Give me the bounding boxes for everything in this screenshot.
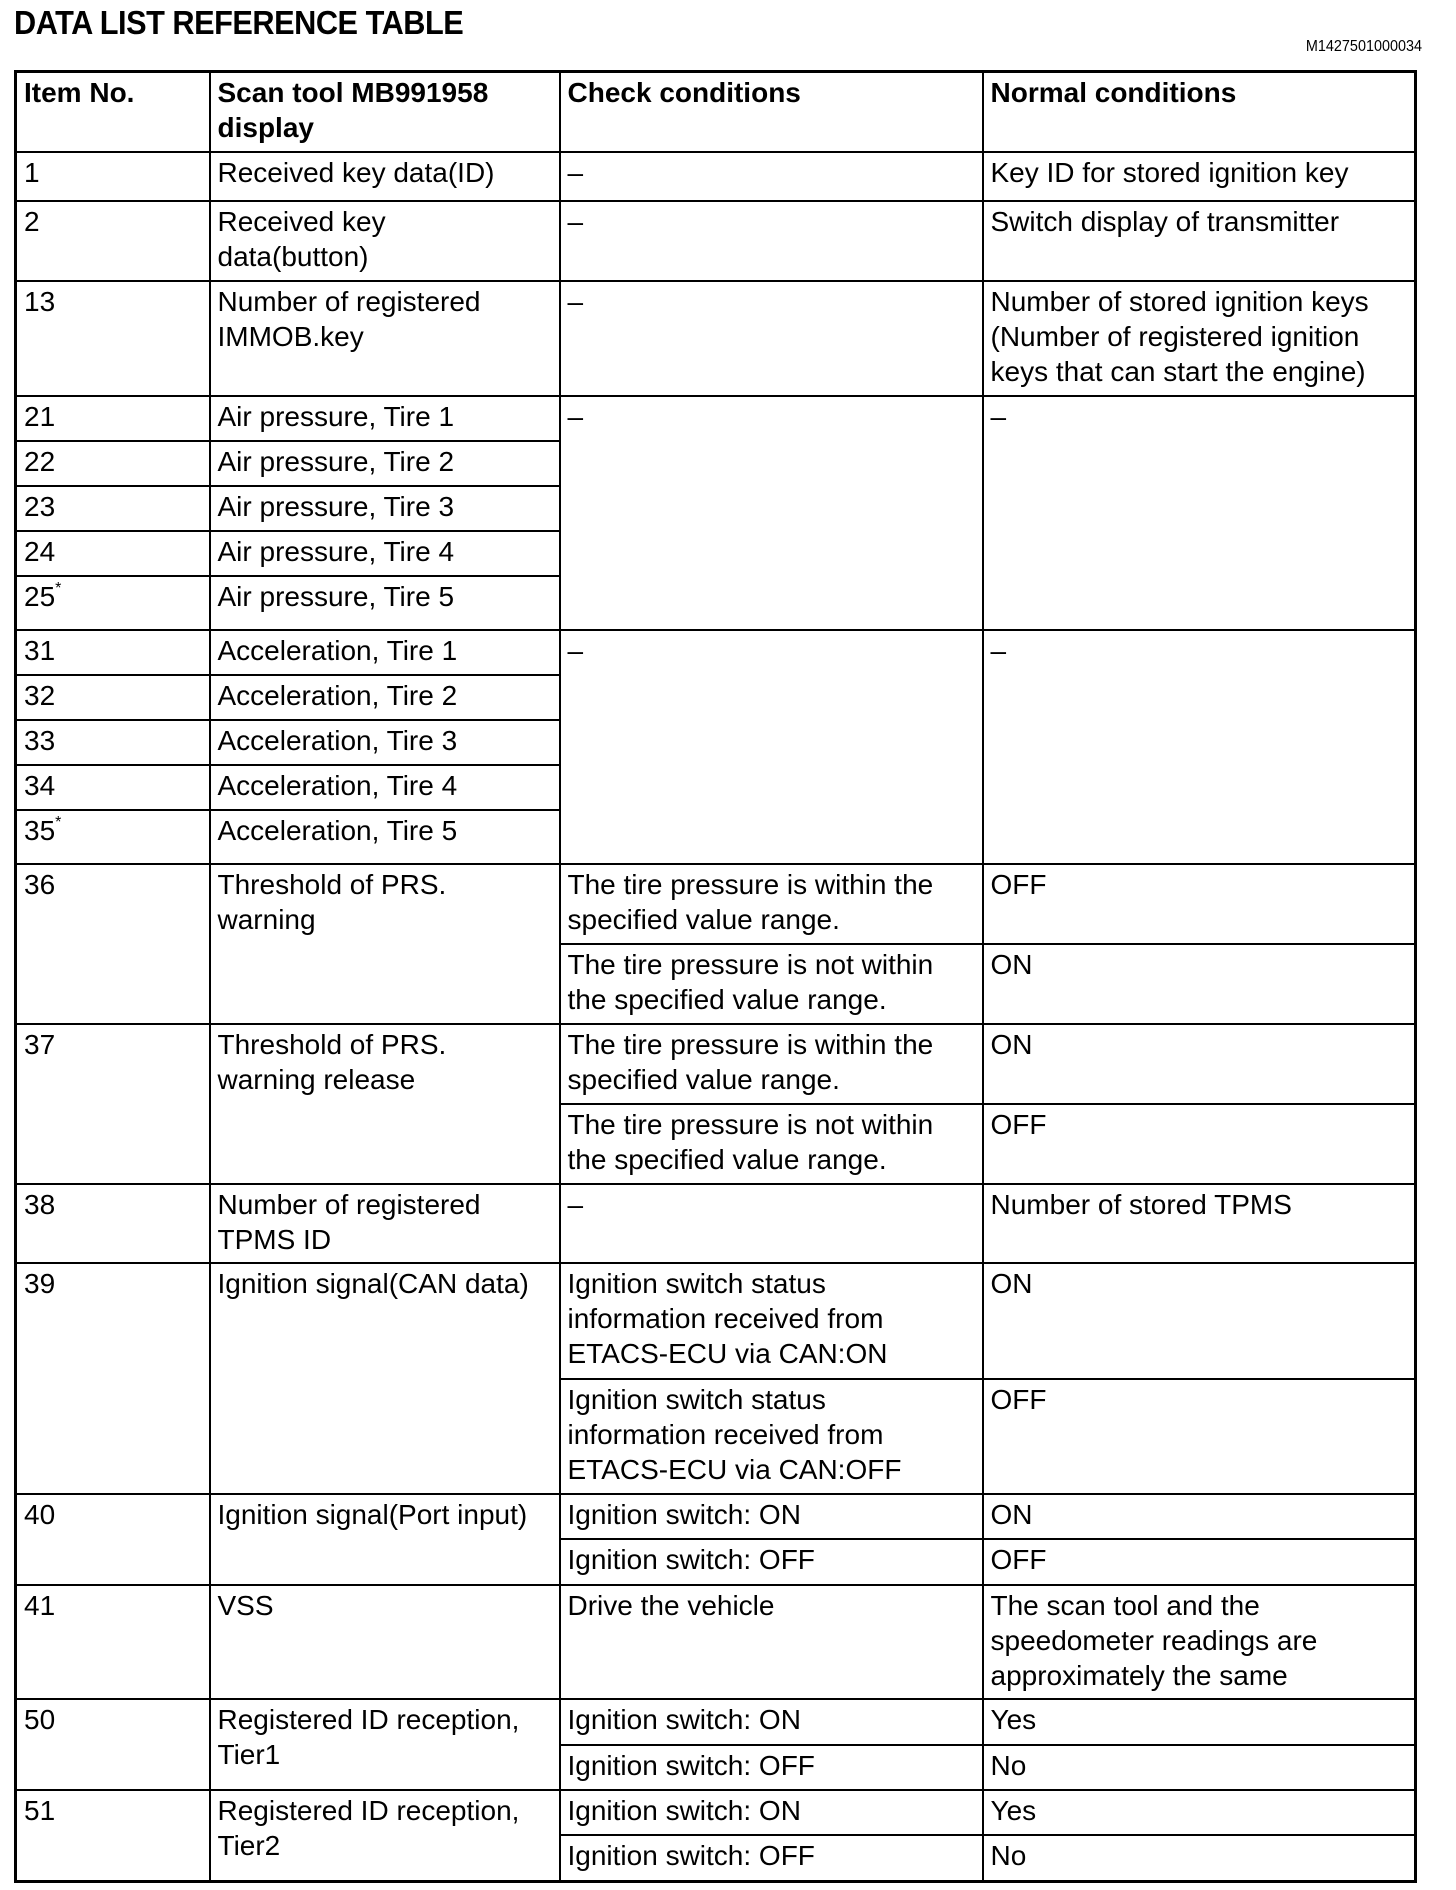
table-row [16,630,1416,675]
item-no: 2 [16,201,210,281]
footnote-mark: * [55,814,62,831]
check-condition: – [560,396,983,630]
item-no: 40 [16,1494,210,1585]
item-no: 22 [16,441,210,486]
item-no: 33 [16,720,210,765]
table-row [16,1790,1416,1835]
display-name: Air pressure, Tire 3 [210,486,560,531]
item-no [16,576,210,630]
normal-condition: – [983,396,1416,630]
normal-condition: The scan tool and the speedometer readings are approximately the same [983,1585,1416,1699]
table-row [16,1263,1416,1379]
display-name: Acceleration, Tire 5 [210,810,560,864]
check-condition: – [560,1184,983,1263]
check-condition: – [560,201,983,281]
item-no: 32 [16,675,210,720]
display-name: Acceleration, Tire 2 [210,675,560,720]
normal-condition: – [983,630,1416,864]
table-row [16,1024,1416,1104]
header-check-conditions: Check conditions [560,72,983,153]
normal-condition: Number of stored ignition keys (Number of registered ignition keys that can start the engine) [983,281,1416,396]
page-title: DATA LIST REFERENCE TABLE [14,4,464,41]
item-no: 39 [16,1263,210,1494]
display-name: Threshold of PRS. warning release [210,1024,560,1184]
item-no: 37 [16,1024,210,1184]
item-no [16,810,210,864]
display-name: Registered ID reception, Tier1 [210,1699,560,1790]
normal-condition: OFF [983,1539,1416,1585]
item-no: 50 [16,1699,210,1790]
normal-condition: ON [983,1494,1416,1539]
check-condition: The tire pressure is within the specified value range. [560,864,983,944]
item-no: 38 [16,1184,210,1263]
display-name: VSS [210,1585,560,1699]
display-name: Air pressure, Tire 2 [210,441,560,486]
item-no: 41 [16,1585,210,1699]
table-row [16,1585,1416,1699]
check-condition: The tire pressure is within the specified value range. [560,1024,983,1104]
table-header-row [16,72,1416,153]
check-condition: – [560,630,983,864]
check-condition: Ignition switch: ON [560,1790,983,1835]
table-row [16,864,1416,944]
normal-condition: Switch display of transmitter [983,201,1416,281]
check-condition: The tire pressure is not within the specified value range. [560,1104,983,1184]
display-name: Air pressure, Tire 4 [210,531,560,576]
item-no: 1 [16,152,210,201]
item-no: 13 [16,281,210,396]
display-name: Acceleration, Tire 1 [210,630,560,675]
normal-condition: No [983,1745,1416,1790]
table-row [16,396,1416,441]
check-condition: – [560,152,983,201]
display-name: Number of registered TPMS ID [210,1184,560,1263]
check-condition: The tire pressure is not within the specified value range. [560,944,983,1024]
check-condition: Ignition switch: OFF [560,1835,983,1881]
check-condition: Ignition switch: ON [560,1699,983,1745]
item-no: 24 [16,531,210,576]
document-id: M1427501000034 [1305,38,1422,55]
header-item-no: Item No. [16,72,210,153]
table-row [16,201,1416,281]
display-name: Received key data(ID) [210,152,560,201]
item-no: 21 [16,396,210,441]
table-row [16,1494,1416,1539]
check-condition: Ignition switch: ON [560,1494,983,1539]
item-no: 23 [16,486,210,531]
display-name: Air pressure, Tire 1 [210,396,560,441]
check-condition: – [560,281,983,396]
item-no-value: 25 [24,581,56,612]
normal-condition: Number of stored TPMS [983,1184,1416,1263]
normal-condition: Yes [983,1790,1416,1835]
check-condition: Ignition switch status information received from ETACS-ECU via CAN:OFF [560,1379,983,1494]
normal-condition: No [983,1835,1416,1881]
display-name: Threshold of PRS. warning [210,864,560,1024]
item-no: 51 [16,1790,210,1881]
normal-condition: ON [983,1263,1416,1379]
item-no: 36 [16,864,210,1024]
header-scan-tool-display: Scan tool MB991958 display [210,72,560,153]
normal-condition: ON [983,944,1416,1024]
display-name: Acceleration, Tire 3 [210,720,560,765]
check-condition: Ignition switch: OFF [560,1745,983,1790]
display-name: Received key data(button) [210,201,560,281]
display-name: Number of registered IMMOB.key [210,281,560,396]
normal-condition: Yes [983,1699,1416,1745]
display-name: Registered ID reception, Tier2 [210,1790,560,1881]
table-row [16,152,1416,201]
table-row [16,281,1416,396]
display-name: Acceleration, Tire 4 [210,765,560,810]
item-no-value: 35 [24,815,56,846]
table-row [16,1184,1416,1263]
header-normal-conditions: Normal conditions [983,72,1416,153]
footnote-mark: * [55,580,62,597]
table-row [16,1699,1416,1745]
check-condition: Ignition switch status information received from ETACS-ECU via CAN:ON [560,1263,983,1379]
normal-condition: OFF [983,1379,1416,1494]
check-condition: Drive the vehicle [560,1585,983,1699]
display-name: Air pressure, Tire 5 [210,576,560,630]
item-no: 31 [16,630,210,675]
item-no: 34 [16,765,210,810]
display-name: Ignition signal(Port input) [210,1494,560,1585]
normal-condition: Key ID for stored ignition key [983,152,1416,201]
check-condition: Ignition switch: OFF [560,1539,983,1585]
normal-condition: ON [983,1024,1416,1104]
normal-condition: OFF [983,1104,1416,1184]
display-name: Ignition signal(CAN data) [210,1263,560,1494]
data-list-table [14,70,1417,1883]
normal-condition: OFF [983,864,1416,944]
